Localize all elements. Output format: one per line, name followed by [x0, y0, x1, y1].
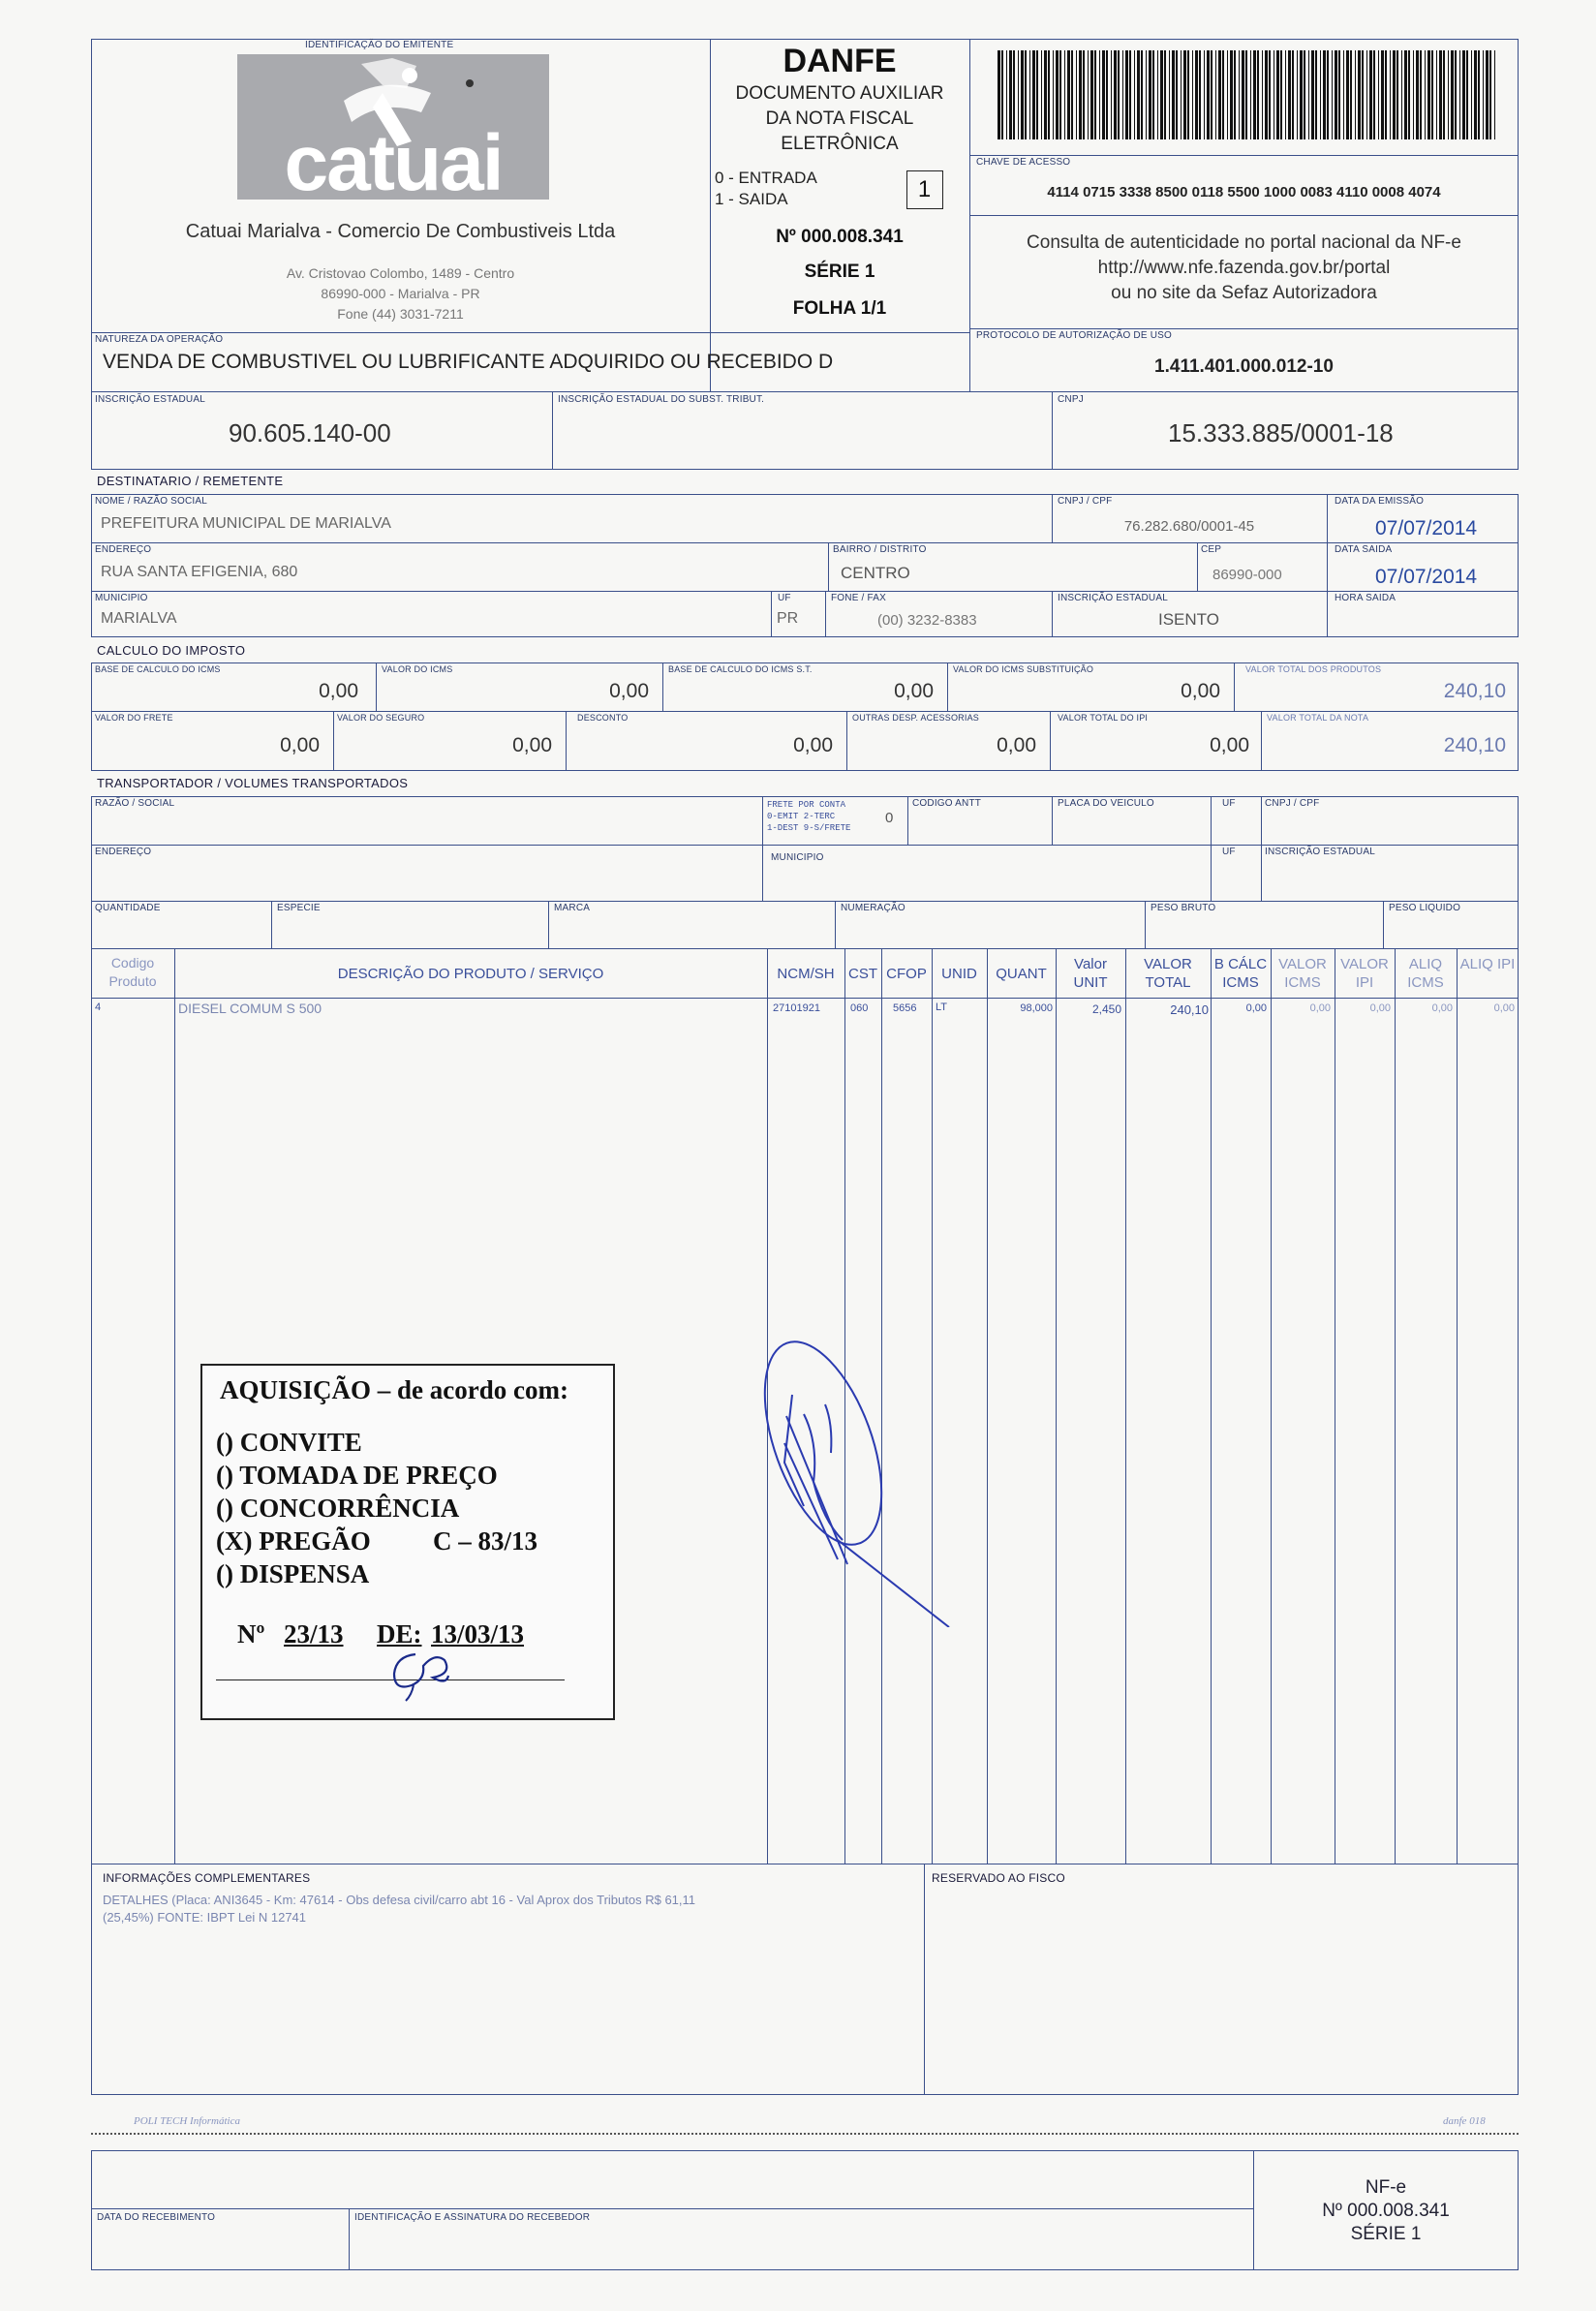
barcode-bar: [1234, 50, 1236, 139]
canhoto-numero: Nº 000.008.341: [1322, 2201, 1450, 2221]
barcode-bar: [1048, 50, 1050, 139]
cell-aliq-ipi: 0,00: [1493, 1002, 1515, 1014]
barcode-bar: [1207, 50, 1210, 139]
qtd-label: QUANTIDADE: [95, 903, 161, 913]
barcode-bar: [1308, 50, 1309, 139]
dest-nome-label: NOME / RAZÃO SOCIAL: [95, 496, 208, 507]
cell-ncm: 27101921: [773, 1002, 820, 1014]
barcode-bar: [1172, 50, 1175, 139]
danfe-subtitle-3: ELETRÔNICA: [781, 134, 899, 154]
barcode-bar: [1079, 50, 1082, 139]
consulta-line-3: ou no site da Sefaz Autorizadora: [1111, 283, 1377, 303]
barcode-bar: [1327, 50, 1329, 139]
bc-st: 0,00: [894, 680, 934, 702]
barcode-bar: [1199, 50, 1201, 139]
cell-codigo: 4: [95, 1001, 102, 1013]
canhoto-data-label: DATA DO RECEBIMENTO: [97, 2212, 216, 2223]
frete: 0,00: [280, 734, 320, 756]
col-cst: CST: [848, 966, 877, 982]
barcode-bar: [1292, 50, 1294, 139]
barcode-bar: [1358, 50, 1361, 139]
col-ncm: NCM/SH: [777, 966, 835, 982]
barcode-bar: [1129, 50, 1131, 139]
barcode-bar: [1494, 50, 1495, 139]
barcode-bar: [1362, 50, 1364, 139]
barcode-bar: [1288, 50, 1291, 139]
barcode-bar: [1378, 50, 1379, 139]
barcode-bar: [1474, 50, 1477, 139]
barcode-bar: [1134, 50, 1135, 139]
barcode-bar: [1369, 50, 1372, 139]
barcode-bar: [1053, 50, 1054, 139]
transp-cnpj-label: CNPJ / CPF: [1265, 798, 1320, 809]
stamp-pregao-ref: C – 83/13: [433, 1526, 537, 1556]
barcode-bar: [1187, 50, 1189, 139]
barcode-bar: [1483, 50, 1484, 139]
barcode-bar: [1118, 50, 1120, 139]
barcode-bar: [1300, 50, 1303, 139]
stamp-de-label: DE:: [377, 1619, 422, 1649]
cut-line: [91, 2133, 1519, 2135]
barcode-bar: [1230, 50, 1233, 139]
frete-conta-l3: 1-DEST 9-S/FRETE: [767, 823, 851, 833]
dest-ie: ISENTO: [1158, 610, 1219, 629]
barcode-bar: [1009, 50, 1012, 139]
danfe-serie: SÉRIE 1: [804, 262, 875, 282]
seguro: 0,00: [512, 734, 552, 756]
danfe-title: DANFE: [783, 43, 897, 79]
cell-bc-icms: 0,00: [1245, 1002, 1267, 1014]
dest-bairro: CENTRO: [841, 564, 910, 582]
frete-conta-l1: FRETE POR CONTA: [767, 800, 846, 810]
barcode-bar: [1137, 50, 1140, 139]
icms: 0,00: [609, 680, 649, 702]
col-valor-total: VALOR TOTAL: [1144, 956, 1192, 991]
barcode-bar: [1315, 50, 1317, 139]
logo-text: catuai: [284, 119, 503, 207]
barcode-bar: [1071, 50, 1073, 139]
desconto-label: DESCONTO: [577, 713, 629, 723]
barcode-bar: [1304, 50, 1305, 139]
marca-label: MARCA: [554, 903, 591, 913]
dest-bairro-label: BAIRRO / DISTRITO: [833, 544, 927, 555]
barcode-bar: [1183, 50, 1186, 139]
cell-valor-ipi: 0,00: [1369, 1002, 1391, 1014]
cell-valor-icms: 0,00: [1309, 1002, 1331, 1014]
consulta-line-1: Consulta de autenticidade no portal nacional da NF-e: [1027, 232, 1461, 253]
barcode-bar: [1323, 50, 1326, 139]
chave-value: 4114 0715 3338 8500 0118 5500 1000 0083 4110 0008 4074: [1047, 184, 1441, 200]
total-nota-label: VALOR TOTAL DA NOTA: [1267, 713, 1369, 723]
barcode-bar: [1001, 50, 1003, 139]
barcode-bar: [1451, 50, 1454, 139]
barcode-bar: [1396, 50, 1398, 139]
barcode-bar: [1413, 50, 1414, 139]
barcode-bar: [1064, 50, 1065, 139]
ipi: 0,00: [1210, 734, 1249, 756]
dest-nome: PREFEITURA MUNICIPAL DE MARIALVA: [101, 515, 391, 532]
reservado-label: RESERVADO AO FISCO: [932, 1871, 1065, 1885]
dest-saida-label: DATA SAIDA: [1335, 544, 1393, 555]
barcode-bar: [1390, 50, 1391, 139]
dest-fone-label: FONE / FAX: [831, 593, 887, 603]
barcode-bar: [1204, 50, 1205, 139]
barcode-bar: [1239, 50, 1240, 139]
peso-bruto-label: PESO BRUTO: [1151, 903, 1216, 913]
dest-cnpj-label: CNPJ / CPF: [1058, 496, 1113, 507]
bc-st-label: BASE DE CALCULO DO ICMS S.T.: [668, 664, 813, 674]
protocolo-label: PROTOCOLO DE AUTORIZAÇÃO DE USO: [976, 330, 1172, 341]
dest-uf: PR: [777, 610, 799, 627]
transp-ie-label: INSCRIÇÃO ESTADUAL: [1265, 847, 1375, 857]
col-valor-ipi: VALOR IPI: [1340, 956, 1389, 991]
barcode-icon: [998, 50, 1499, 139]
transp-uf2-label: UF: [1222, 847, 1236, 857]
seguro-label: VALOR DO SEGURO: [337, 713, 425, 723]
barcode-bar: [1285, 50, 1286, 139]
barcode-bar: [1222, 50, 1224, 139]
barcode-bar: [1181, 50, 1182, 139]
signature-icon: [717, 1337, 959, 1627]
dest-cnpj: 76.282.680/0001-45: [1123, 518, 1255, 535]
barcode-bar: [1343, 50, 1344, 139]
barcode-bar: [1029, 50, 1030, 139]
dest-municipio-label: MUNICIPIO: [95, 593, 148, 603]
barcode-bar: [1408, 50, 1410, 139]
transp-uf-label: UF: [1222, 798, 1236, 809]
barcode-bar: [1157, 50, 1158, 139]
stamp-concorrencia: () CONCORRÊNCIA: [216, 1494, 460, 1523]
barcode-bar: [1245, 50, 1247, 139]
col-cfop: CFOP: [886, 966, 927, 982]
ie-value: 90.605.140-00: [229, 418, 391, 447]
cnpj-emitente-value: 15.333.885/0001-18: [1168, 418, 1394, 447]
dest-saida: 07/07/2014: [1375, 566, 1478, 588]
bc-icms-label: BASE DE CALCULO DO ICMS: [95, 664, 221, 674]
barcode-bar: [1242, 50, 1244, 139]
barcode-bar: [1149, 50, 1151, 139]
dest-ie-label: INSCRIÇÃO ESTADUAL: [1058, 593, 1168, 603]
danfe-subtitle-2: DA NOTA FISCAL: [765, 108, 914, 129]
barcode-bar: [1416, 50, 1419, 139]
barcode-bar: [1253, 50, 1256, 139]
barcode-bar: [1114, 50, 1117, 139]
dest-uf-label: UF: [778, 593, 791, 603]
barcode-bar: [1257, 50, 1259, 139]
barcode-bar: [1218, 50, 1221, 139]
barcode-bar: [1420, 50, 1422, 139]
barcode-bar: [1195, 50, 1198, 139]
dest-cep-label: CEP: [1201, 544, 1222, 555]
col-codigo: Codigo Produto: [108, 955, 157, 989]
transp-municipio-label: MUNICIPIO: [771, 852, 824, 863]
barcode-bar: [1276, 50, 1279, 139]
barcode-bar: [1448, 50, 1449, 139]
col-aliq-ipi: ALIQ IPI: [1459, 956, 1516, 972]
outras: 0,00: [997, 734, 1036, 756]
canhoto-ident-label: IDENTIFICAÇÃO E ASSINATURA DO RECEBEDOR: [354, 2212, 591, 2223]
icms-st-label: VALOR DO ICMS SUBSTITUIÇÃO: [953, 664, 1094, 674]
stamp-num-label: Nº: [237, 1619, 265, 1649]
cell-valor-total: 240,10: [1170, 1002, 1209, 1017]
barcode-bar: [1141, 50, 1143, 139]
barcode-bar: [1466, 50, 1468, 139]
barcode-bar: [1269, 50, 1271, 139]
barcode-bar: [1021, 50, 1024, 139]
stamp-num: 23/13: [284, 1619, 344, 1649]
canhoto-serie: SÉRIE 1: [1350, 2224, 1422, 2244]
barcode-bar: [1265, 50, 1268, 139]
stamp-dispensa: () DISPENSA: [216, 1559, 370, 1588]
barcode-bar: [1088, 50, 1089, 139]
barcode-bar: [1462, 50, 1465, 139]
transportador-section: TRANSPORTADOR / VOLUMES TRANSPORTADOS: [97, 776, 409, 790]
col-valor-icms: VALOR ICMS: [1278, 956, 1327, 991]
emitente-label: IDENTIFICAÇÃO DO EMITENTE: [305, 40, 454, 50]
bc-icms: 0,00: [319, 680, 358, 702]
barcode-bar: [1160, 50, 1163, 139]
dest-emissao: 07/07/2014: [1375, 517, 1478, 539]
emitente-address-2: 86990-000 - Marialva - PR: [321, 286, 480, 301]
barcode-bar: [1489, 50, 1491, 139]
barcode-bar: [1111, 50, 1112, 139]
barcode-bar: [1436, 50, 1437, 139]
barcode-bar: [1350, 50, 1352, 139]
barcode-bar: [1215, 50, 1216, 139]
footer-danfe: danfe 018: [1443, 2115, 1486, 2127]
barcode-bar: [1164, 50, 1166, 139]
transp-endereco-label: ENDEREÇO: [95, 847, 152, 857]
emitente-name: Catuai Marialva - Comercio De Combustiveis Ltda: [185, 221, 616, 242]
barcode-bar: [1059, 50, 1061, 139]
natureza-label: NATUREZA DA OPERAÇÃO: [95, 334, 224, 345]
col-valor-unit: Valor UNIT: [1073, 956, 1108, 991]
barcode-bar: [1146, 50, 1147, 139]
col-descricao: DESCRIÇÃO DO PRODUTO / SERVIÇO: [337, 966, 604, 982]
dest-hora-label: HORA SAIDA: [1335, 593, 1396, 603]
ie-label: INSCRIÇÃO ESTADUAL: [95, 394, 205, 405]
frete-conta-value: 0: [885, 810, 894, 826]
barcode-bar: [1006, 50, 1007, 139]
destinatario-section: DESTINATARIO / REMETENTE: [97, 474, 284, 488]
barcode-bar: [1478, 50, 1480, 139]
dest-endereco: RUA SANTA EFIGENIA, 680: [101, 564, 298, 580]
barcode-bar: [1169, 50, 1170, 139]
initials-signature-icon: [377, 1647, 464, 1705]
danfe-folha: FOLHA 1/1: [792, 298, 887, 319]
numeracao-label: NUMERAÇÃO: [841, 903, 905, 913]
col-unid: UNID: [941, 966, 977, 982]
barcode-bar: [1431, 50, 1433, 139]
ie-st-label: INSCRIÇÃO ESTADUAL DO SUBST. TRIBUT.: [558, 394, 765, 405]
barcode-bar: [1459, 50, 1460, 139]
barcode-bar: [1106, 50, 1108, 139]
barcode-bar: [1355, 50, 1356, 139]
footer-software: POLI TECH Informática: [134, 2115, 240, 2127]
dest-cep: 86990-000: [1212, 567, 1282, 583]
col-aliq-icms: ALIQ ICMS: [1407, 956, 1444, 991]
barcode-bar: [1090, 50, 1093, 139]
barcode-bar: [1152, 50, 1154, 139]
info-line-1: DETALHES (Placa: ANI3645 - Km: 47614 - Obs defesa civil/carro abt 16 - Val Aprox dos Tributos R$ 61,11: [103, 1893, 696, 1907]
barcode-bar: [1094, 50, 1096, 139]
barcode-bar: [1401, 50, 1402, 139]
cell-aliq-icms: 0,00: [1431, 1002, 1453, 1014]
cell-unid: LT: [936, 1001, 948, 1013]
antt-label: CODIGO ANTT: [912, 798, 982, 809]
tipo-box: 1: [906, 170, 943, 209]
barcode-bar: [1076, 50, 1077, 139]
barcode-bar: [1013, 50, 1015, 139]
ipi-label: VALOR TOTAL DO IPI: [1058, 713, 1149, 723]
barcode-bar: [1056, 50, 1059, 139]
barcode-bar: [1176, 50, 1178, 139]
cell-cfop: 5656: [893, 1002, 917, 1014]
barcode-bar: [1404, 50, 1407, 139]
barcode-bar: [1335, 50, 1337, 139]
barcode-bar: [1471, 50, 1472, 139]
info-line-2: (25,45%) FONTE: IBPT Lei N 12741: [103, 1910, 307, 1925]
barcode-bar: [1320, 50, 1321, 139]
barcode-bar: [1366, 50, 1367, 139]
outras-label: OUTRAS DESP. ACESSORIAS: [852, 713, 979, 723]
placa-label: PLACA DO VEICULO: [1058, 798, 1154, 809]
frete-label: VALOR DO FRETE: [95, 713, 173, 723]
dest-endereco-label: ENDEREÇO: [95, 544, 152, 555]
total-prod: 240,10: [1443, 680, 1506, 702]
barcode-bar: [1122, 50, 1123, 139]
barcode-bar: [1332, 50, 1333, 139]
consulta-line-2: http://www.nfe.fazenda.gov.br/portal: [1097, 258, 1391, 278]
barcode-bar: [1044, 50, 1047, 139]
barcode-bar: [1443, 50, 1445, 139]
danfe-numero: Nº 000.008.341: [776, 227, 904, 247]
barcode-bar: [998, 50, 1000, 139]
col-bc-icms: B CÁLC ICMS: [1213, 956, 1268, 991]
col-quant: QUANT: [996, 966, 1047, 982]
cell-valor-unit: 2,450: [1091, 1002, 1121, 1016]
chave-label: CHAVE DE ACESSO: [976, 157, 1071, 168]
stamp-de: 13/03/13: [431, 1619, 525, 1649]
barcode-bar: [1192, 50, 1193, 139]
danfe-subtitle-1: DOCUMENTO AUXILIAR: [735, 83, 944, 104]
barcode-bar: [1102, 50, 1105, 139]
frete-conta-l2: 0-EMIT 2-TERC: [767, 812, 836, 821]
barcode-bar: [1125, 50, 1128, 139]
barcode-bar: [1099, 50, 1100, 139]
barcode-bar: [1227, 50, 1228, 139]
dest-fone: (00) 3232-8383: [877, 612, 977, 629]
stamp-title: AQUISIÇÃO – de acordo com:: [220, 1375, 568, 1404]
barcode-bar: [1250, 50, 1251, 139]
barcode-bar: [1311, 50, 1314, 139]
stamp-tomada: () TOMADA DE PREÇO: [216, 1461, 498, 1490]
cell-descricao: DIESEL COMUM S 500: [178, 1001, 322, 1016]
barcode-bar: [1041, 50, 1042, 139]
cell-cst: 060: [850, 1002, 869, 1014]
barcode-bar: [1486, 50, 1489, 139]
icms-st: 0,00: [1181, 680, 1220, 702]
barcode-bar: [1425, 50, 1426, 139]
barcode-bar: [1067, 50, 1070, 139]
imposto-section: CALCULO DO IMPOSTO: [97, 643, 246, 658]
company-logo: [237, 54, 549, 207]
stamp-convite: () CONVITE: [216, 1428, 362, 1457]
info-label: INFORMAÇÕES COMPLEMENTARES: [103, 1871, 311, 1885]
cnpj-emitente-label: CNPJ: [1058, 394, 1084, 405]
barcode-bar: [1297, 50, 1298, 139]
dest-emissao-label: DATA DA EMISSÃO: [1335, 496, 1425, 507]
natureza-value: VENDA DE COMBUSTIVEL OU LUBRIFICANTE ADQUIRIDO OU RECEBIDO D: [103, 351, 834, 373]
barcode-bar: [1018, 50, 1019, 139]
tipo-entrada: 0 - ENTRADA: [715, 169, 817, 187]
barcode-bar: [1385, 50, 1387, 139]
barcode-bar: [1455, 50, 1457, 139]
cell-quant: 98,000: [1020, 1002, 1053, 1014]
emitente-phone: Fone (44) 3031-7211: [337, 306, 464, 322]
barcode-bar: [1280, 50, 1282, 139]
especie-label: ESPECIE: [277, 903, 321, 913]
protocolo-value: 1.411.401.000.012-10: [1154, 356, 1334, 377]
transp-razao-label: RAZÃO / SOCIAL: [95, 798, 175, 809]
barcode-bar: [1338, 50, 1340, 139]
barcode-bar: [1032, 50, 1035, 139]
icms-label: VALOR DO ICMS: [382, 664, 453, 674]
aquisicao-stamp: [200, 1364, 615, 1720]
desconto: 0,00: [793, 734, 833, 756]
barcode-bar: [1373, 50, 1375, 139]
barcode-bar: [1025, 50, 1027, 139]
barcode-bar: [1427, 50, 1430, 139]
emitente-address-1: Av. Cristovao Colombo, 1489 - Centro: [286, 265, 515, 281]
barcode-bar: [1036, 50, 1038, 139]
barcode-bar: [1393, 50, 1396, 139]
total-nota: 240,10: [1443, 734, 1506, 756]
peso-liquido-label: PESO LIQUIDO: [1389, 903, 1461, 913]
stamp-pregao: (X) PREGÃO: [216, 1526, 371, 1556]
dest-municipio: MARIALVA: [101, 610, 177, 627]
barcode-bar: [1211, 50, 1212, 139]
canhoto-nfe: NF-e: [1365, 2177, 1407, 2198]
barcode-bar: [1439, 50, 1442, 139]
total-prod-label: VALOR TOTAL DOS PRODUTOS: [1245, 664, 1382, 674]
tipo-saida: 1 - SAIDA: [715, 190, 788, 208]
barcode-bar: [1381, 50, 1384, 139]
barcode-bar: [1083, 50, 1085, 139]
barcode-bar: [1346, 50, 1349, 139]
barcode-bar: [1262, 50, 1263, 139]
barcode: [998, 50, 1499, 139]
